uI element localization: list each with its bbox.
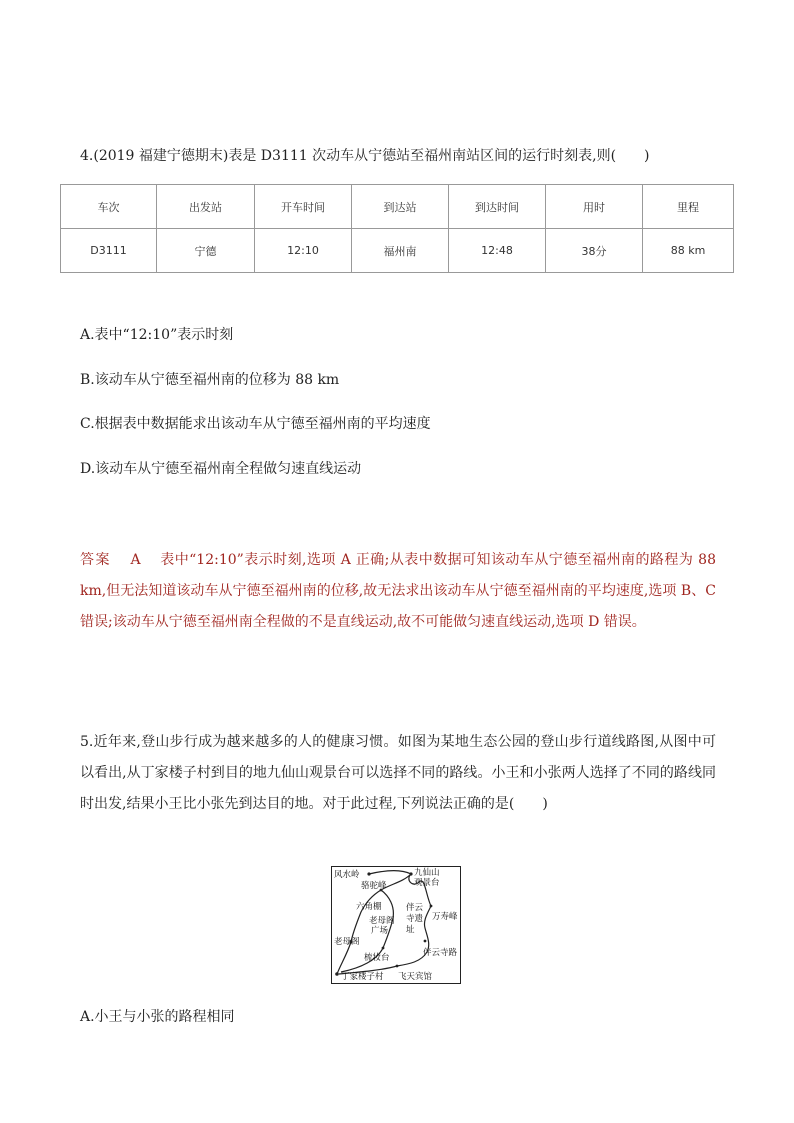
answer-text: 表中“12:10”表示时刻,选项 A 正确;从表中数据可知该动车从宁德至福州南的路程为 88 km,但无法知道该动车从宁德至福州南的位移,故无法求出该动车从宁德至福州南的平均速度,选项 B、C 错误;该动车从宁德至福州南全程做的不是直线运动,故不可能做匀速直线运动,选项 D 错误。 (80, 552, 716, 630)
header-duration: 用时 (546, 185, 643, 229)
cell-duration: 38分 (546, 229, 643, 273)
label-banyun-1: 伴云 (406, 903, 424, 913)
label-luotuofeng: 骆驼峰 (361, 881, 387, 891)
label-banyun-3: 址 (406, 925, 415, 935)
label-dingjia: 丁家楼子村 (341, 972, 384, 982)
timetable (60, 184, 734, 273)
label-laomuge-plaza-2: 广场 (371, 926, 389, 936)
option-d: D.该动车从宁德至福州南全程做匀速直线运动 (80, 461, 362, 477)
cell-arrival-station: 福州南 (352, 229, 449, 273)
cell-departure-station: 宁德 (157, 229, 255, 273)
q5-option-a: A.小王与小张的路程相同 (80, 1009, 235, 1025)
header-arrival-time: 到达时间 (449, 185, 546, 229)
cell-departure-time: 12:10 (255, 229, 352, 273)
question-5-stem: 5.近年来,登山步行成为越来越多的人的健康习惯。如图为某地生态公园的登山步行道线路图,从图中可以看出,从丁家楼子村到目的地九仙山观景台可以选择不同的路线。小王和小张两人选择了不同的路线同时出发,结果小王比小张先到达目的地。对于此过程,下列说法正确的是( ) (80, 734, 716, 812)
label-banyunsilu: 伴云寺路 (423, 948, 458, 958)
label-laomuge: 老母阁 (334, 937, 360, 947)
label-laomuge-plaza-1: 老母阁 (369, 916, 395, 926)
option-a: A.表中“12:10”表示时刻 (80, 327, 234, 343)
cell-train: D3111 (61, 229, 157, 273)
label-shuzhuangtai: 梳妆台 (364, 953, 390, 963)
header-departure-station: 出发站 (157, 185, 255, 229)
label-wanshoufeng: 万寿峰 (432, 912, 458, 922)
header-train: 车次 (61, 185, 157, 229)
label-feitian: 飞天宾馆 (398, 972, 433, 982)
trail-map (331, 866, 461, 984)
cell-distance: 88 km (643, 229, 734, 273)
label-fengshuiling: 风水岭 (334, 870, 360, 880)
header-arrival-station: 到达站 (352, 185, 449, 229)
option-c: C.根据表中数据能求出该动车从宁德至福州南的平均速度 (80, 416, 431, 432)
cell-arrival-time: 12:48 (449, 229, 546, 273)
answer-block (80, 545, 716, 638)
answer-choice: A (130, 552, 141, 568)
answer-label: 答案 (80, 552, 111, 568)
question-4-stem: 4.(2019 福建宁德期末)表是 D3111 次动车从宁德站至福州南站区间的运行时刻表,则( ) (80, 148, 650, 164)
label-liujiaopeng: 六角棚 (356, 902, 382, 912)
label-banyun-2: 寺遗 (406, 914, 424, 924)
header-distance: 里程 (643, 185, 734, 229)
option-b: B.该动车从宁德至福州南的位移为 88 km (80, 372, 340, 388)
label-jiuxianshan-2: 观景台 (414, 878, 440, 888)
label-jiuxianshan-1: 九仙山 (414, 868, 440, 878)
header-departure-time: 开车时间 (255, 185, 352, 229)
